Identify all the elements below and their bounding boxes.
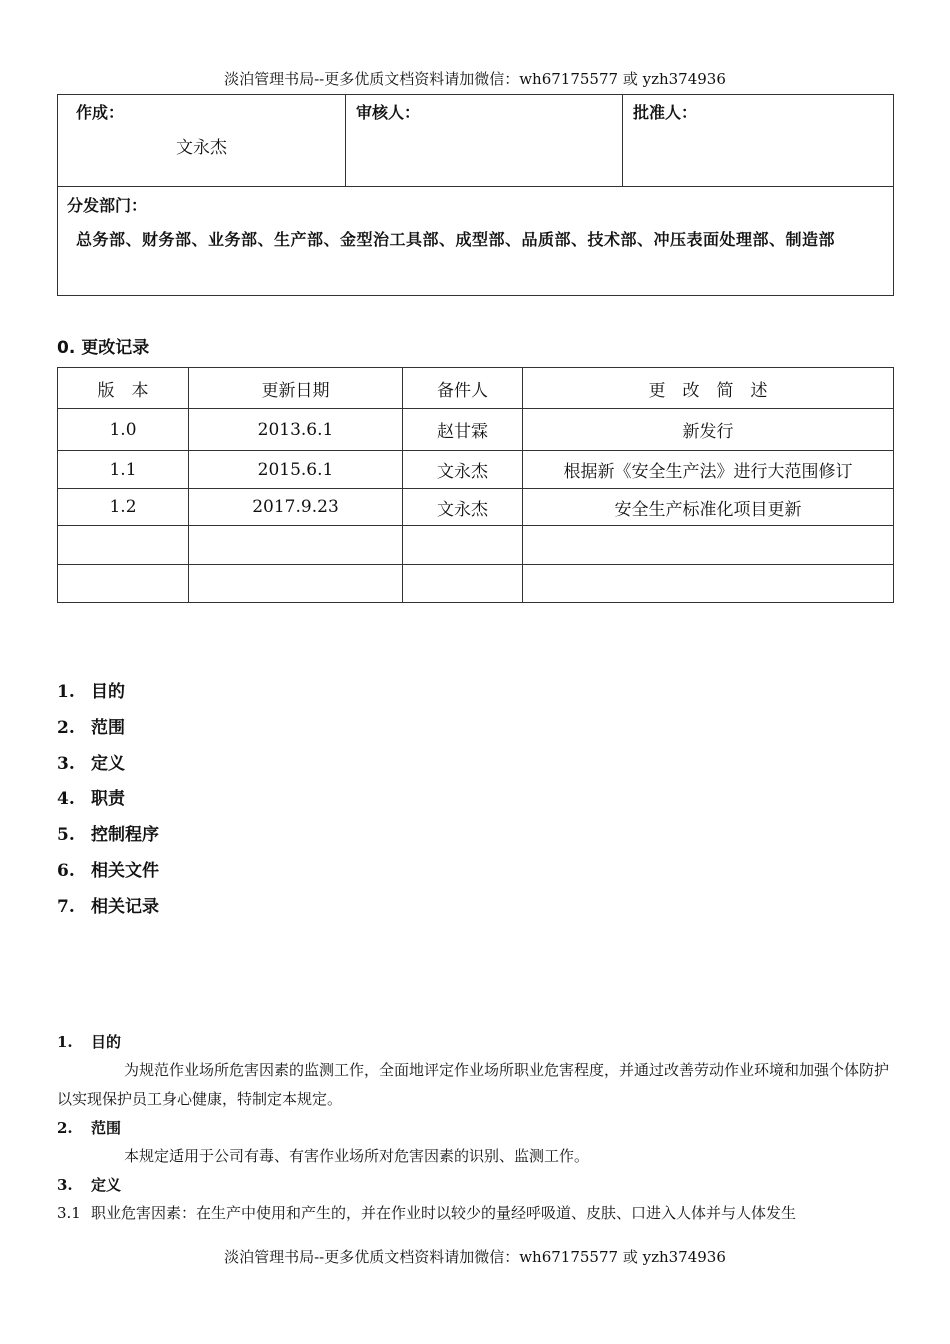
toc-item [57, 677, 159, 713]
section-title: 目的 [91, 1033, 122, 1051]
toc-title: 相关文件 [91, 860, 159, 881]
cell-person: 文永杰 [403, 489, 523, 526]
toc-title: 相关记录 [91, 896, 159, 917]
cell-person: 赵甘霖 [403, 409, 523, 451]
distribution-departments: 总务部、财务部、业务部、生产部、金型治工具部、成型部、品质部、技术部、冲压表面处理部、制造部 [76, 230, 836, 249]
document-body [57, 1028, 893, 1228]
cell-summary: 安全生产标准化项目更新 [523, 489, 894, 526]
distribution-label: 分发部门： [67, 196, 148, 215]
cell-date [189, 526, 403, 565]
scope-paragraph: 本规定适用于公司有毒、有害作业场所对危害因素的识别、监测工作。 [124, 1147, 590, 1165]
col-header-summary: 更 改 简 述 [523, 368, 894, 409]
toc-item [57, 856, 159, 892]
cell-version [58, 565, 189, 603]
section-heading-scope [57, 1114, 893, 1142]
toc-number: 5. [57, 825, 75, 846]
col-header-person: 备件人 [403, 368, 523, 409]
toc-title: 定义 [91, 753, 125, 774]
section-title: 定义 [91, 1176, 122, 1194]
page-footer-note: 淡泊管理书局--更多优质文档资料请加微信：wh67175577 或 yzh374936 [224, 1248, 726, 1266]
table-of-contents [57, 677, 159, 928]
cell-person [403, 526, 523, 565]
cell-summary [523, 565, 894, 603]
table-row [58, 526, 894, 565]
approver-cell [623, 95, 894, 187]
change-record-title: 0. 更改记录 [57, 338, 150, 358]
reviewer-cell [346, 95, 623, 187]
cell-version: 1.0 [58, 409, 189, 451]
cell-version [58, 526, 189, 565]
toc-item [57, 820, 159, 856]
table-row [58, 565, 894, 603]
page-header-note: 淡泊管理书局--更多优质文档资料请加微信：wh67175577 或 yzh374936 [224, 70, 726, 88]
toc-number: 6. [57, 860, 75, 881]
table-row [58, 489, 894, 526]
cell-date [189, 565, 403, 603]
table-header-row [58, 368, 894, 409]
cell-summary: 根据新《安全生产法》进行大范围修订 [523, 451, 894, 489]
subsection-number: 3.1 [57, 1204, 81, 1222]
col-header-date: 更新日期 [189, 368, 403, 409]
cell-person: 文永杰 [403, 451, 523, 489]
table-row [58, 409, 894, 451]
toc-number: 4. [57, 789, 75, 810]
author-label: 作成： [76, 103, 125, 122]
toc-title: 控制程序 [91, 825, 159, 846]
toc-title: 目的 [91, 682, 125, 702]
approver-label: 批准人： [633, 103, 698, 122]
section-title: 范围 [91, 1119, 122, 1137]
reviewer-label: 审核人： [356, 103, 421, 122]
toc-item [57, 892, 159, 928]
cell-date: 2015.6.1 [189, 451, 403, 489]
signoff-table [57, 94, 894, 296]
cell-date: 2017.9.23 [189, 489, 403, 526]
subsection-text: 职业危害因素：在生产中使用和产生的，并在作业时以较少的量经呼吸道、皮肤、口进入人体并与人体发生 [91, 1204, 797, 1222]
section-number: 3. [57, 1176, 73, 1194]
change-record-table [57, 367, 894, 603]
cell-person [403, 565, 523, 603]
toc-item [57, 749, 159, 785]
author-cell [58, 95, 346, 187]
toc-number: 2. [57, 717, 75, 738]
cell-version: 1.1 [58, 451, 189, 489]
cell-summary: 新发行 [523, 409, 894, 451]
toc-title: 范围 [91, 717, 125, 738]
cell-version: 1.2 [58, 489, 189, 526]
table-row [58, 451, 894, 489]
definition-3-1 [57, 1199, 893, 1228]
purpose-paragraph: 为规范作业场所危害因素的监测工作，全面地评定作业场所职业危害程度，并通过改善劳动作业环境和加强个体防护以实现保护员工身心健康，特制定本规定。 [57, 1061, 890, 1108]
toc-item [57, 784, 159, 820]
toc-number: 7. [57, 896, 75, 917]
toc-item [57, 713, 159, 749]
toc-number: 1. [57, 682, 75, 702]
section-number: 2. [57, 1119, 73, 1137]
section-heading-definition [57, 1171, 893, 1199]
toc-number: 3. [57, 753, 75, 774]
author-name: 文永杰 [176, 138, 227, 158]
section-number: 1. [57, 1033, 73, 1051]
distribution-cell [58, 187, 894, 296]
toc-title: 职责 [91, 789, 125, 810]
section-heading-purpose [57, 1028, 893, 1056]
cell-date: 2013.6.1 [189, 409, 403, 451]
cell-summary [523, 526, 894, 565]
col-header-version: 版 本 [58, 368, 189, 409]
